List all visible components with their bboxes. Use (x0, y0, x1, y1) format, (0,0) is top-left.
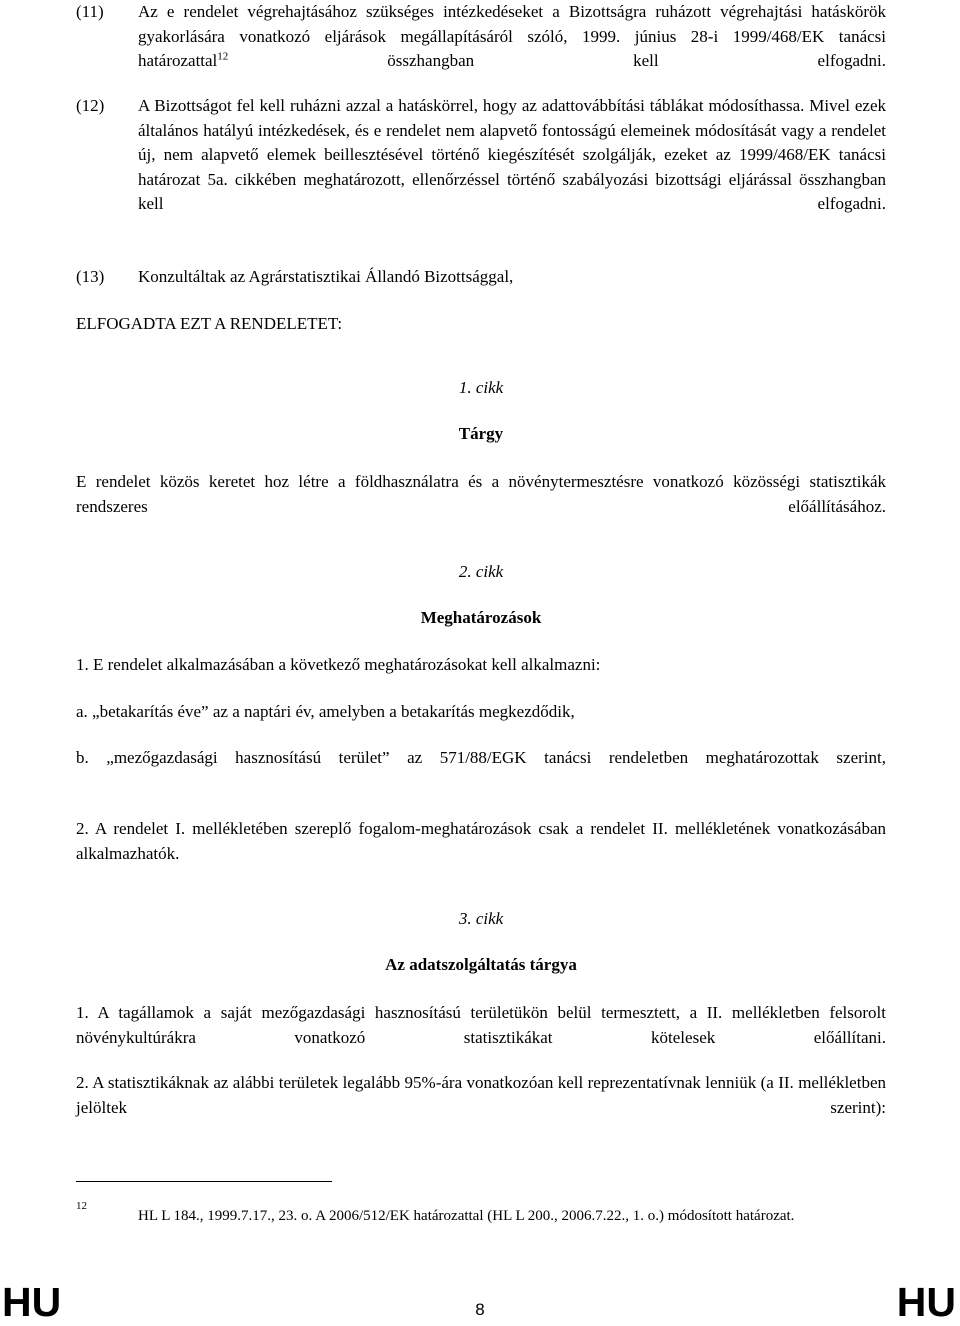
footnote-mark: 12 (76, 1200, 87, 1212)
article-paragraph: 1. A tagállamok a saját mezőgazdasági hasznosítású területükön belül termesztett, a II. mellékletben felsorolt növénykultúrákra vonatkozó statisztikákat kötelesek előállítani. (76, 1003, 886, 1047)
article-number: 2. cikk (458, 562, 504, 581)
recital-number: (12) (76, 96, 105, 115)
article-title: Az adatszolgáltatás tárgya (385, 955, 577, 974)
article-paragraph: E rendelet közös keretet hoz létre a földhasználatra és a növénytermesztésre vonatkozó közösségi statisztikák rendszeres előállításához. (76, 472, 886, 516)
language-code-right: HU (896, 1279, 956, 1325)
recital-text-part: összhangban kell elfogadni. (228, 51, 886, 70)
article-paragraph: 2. A rendelet I. mellékletében szereplő fogalom-meghatározások csak a rendelet II. mellékletének vonatkozásában alkalmazhatók. (76, 819, 886, 863)
page-number: 8 (475, 1300, 485, 1319)
recital-number: (13) (76, 267, 105, 286)
recital-text (138, 0, 886, 98)
article-paragraph: 1. E rendelet alkalmazásában a következő meghatározásokat kell alkalmazni: (76, 655, 601, 674)
recital-text: A Bizottságot fel kell ruházni azzal a hatáskörrel, hogy az adattovábbítási táblákat módosíthassa. Mivel ezek általános hatályú intézkedések, és e rendelet nem alapvető fontosságú elemeinek módosítását vagy a rendelet új, nem alapvető elemek beillesztésével történő kiegészítését szolgálják, ezeket az 1999/468/EK tanácsi határozat 5a. cikkében meghatározott, ellenőrzéssel történő szabályozási bizottsági eljárással összhangban kell elfogadni. (138, 96, 886, 213)
article-title: Tárgy (458, 424, 504, 443)
footnote-separator (76, 1181, 332, 1182)
recital-number: (11) (76, 2, 104, 21)
definition-item: b. „mezőgazdasági hasznosítású terület” az 571/88/EGK tanácsi rendeletben meghatározottak szerint, (76, 748, 886, 767)
article-title: Meghatározások (420, 608, 542, 627)
definition-item: a. „betakarítás éve” az a naptári év, amelyben a betakarítás megkezdődik, (76, 702, 575, 721)
article-number: 3. cikk (458, 909, 504, 928)
recital-text: Konzultáltak az Agrárstatisztikai Állandó Bizottsággal, (138, 267, 514, 286)
language-code-left: HU (2, 1279, 62, 1325)
adoption-formula: ELFOGADTA EZT A RENDELETET: (76, 314, 343, 333)
footnote-reference[interactable]: 12 (217, 50, 229, 63)
article-number: 1. cikk (458, 378, 504, 397)
footnote-text: HL L 184., 1999.7.17., 23. o. A 2006/512/EK határozattal (HL L 200., 2006.7.22., 1. o.) módosított határozat. (138, 1208, 795, 1224)
recital-text-part: Az e rendelet végrehajtásához szükséges intézkedéseket a Bizottságra ruházott végrehajtási hatáskörök gyakorlására vonatkozó eljárások megállapításáról szóló, 1999. június 28-i 1999/468/EK tanácsi határozattal (138, 2, 886, 70)
article-paragraph: 2. A statisztikáknak az alábbi területek legalább 95%-ára vonatkozóan kell reprezentatívnak lenniük (a II. mellékletben jelöltek szerint): (76, 1073, 886, 1117)
